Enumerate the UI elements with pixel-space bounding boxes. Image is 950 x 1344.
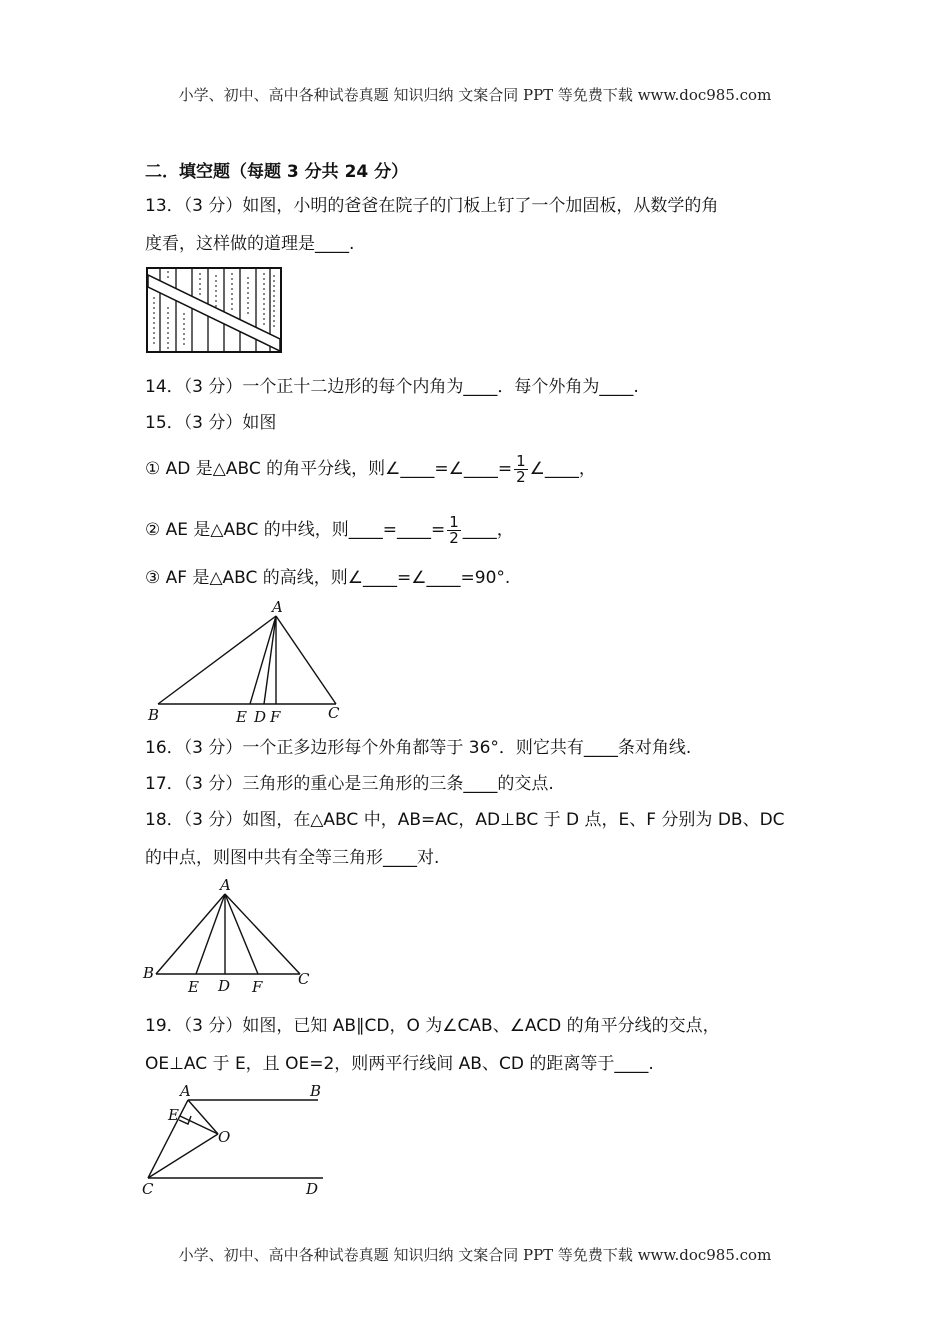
- q15-item2: [145, 512, 514, 548]
- frac-num: 1: [516, 451, 526, 470]
- fraction-half: [514, 451, 528, 486]
- label-F: F: [270, 708, 281, 726]
- label-A: A: [180, 1082, 191, 1100]
- q18-line1: 18．（3 分）如图，在△ABC 中，AB=AC，AD⊥BC 于 D 点，E、F 分别为 DB、DC: [145, 810, 785, 830]
- q19-line2: OE⊥AC 于 E，且 OE=2，则两平行线间 AB、CD 的距离等于____.: [145, 1054, 654, 1074]
- q15-item1-post: ∠____，: [529, 459, 596, 479]
- section-title: 二．填空题（每题 3 分共 24 分）: [145, 162, 409, 182]
- q18-line2: 的中点，则图中共有全等三角形____对.: [145, 848, 440, 868]
- q15-head: 15．（3 分）如图: [145, 413, 277, 433]
- q15-item1-pre: ① AD 是△ABC 的角平分线，则∠____=∠____=: [145, 459, 513, 479]
- label-E: E: [188, 978, 199, 996]
- label-C: C: [328, 704, 340, 722]
- q15-item2-post: ____，: [462, 520, 514, 540]
- label-D: D: [254, 708, 267, 726]
- frac-den: 2: [449, 528, 459, 547]
- q13-board-figure: [146, 267, 284, 355]
- q15-item3: ③ AF 是△ABC 的高线，则∠____=∠____=90°.: [145, 568, 511, 588]
- label-B: B: [310, 1082, 322, 1100]
- q17-text: 17．（3 分）三角形的重心是三角形的三条____的交点.: [145, 774, 554, 794]
- q13-line2: 度看，这样做的道理是____.: [145, 234, 355, 254]
- q15-item2-pre: ② AE 是△ABC 的中线，则____=____=: [145, 520, 446, 540]
- fraction-half: [447, 512, 461, 547]
- q18-triangle-figure: [140, 874, 320, 998]
- label-B: B: [143, 964, 155, 982]
- q13-line1: 13．（3 分）如图，小明的爸爸在院子的门板上钉了一个加固板，从数学的角: [145, 196, 719, 216]
- label-C: C: [142, 1180, 154, 1198]
- q19-line1: 19．（3 分）如图，已知 AB∥CD，O 为∠CAB、∠ACD 的角平分线的交点，: [145, 1016, 720, 1036]
- q19-parallel-figure: [138, 1082, 338, 1200]
- label-C: C: [298, 970, 310, 988]
- q16-text: 16．（3 分）一个正多边形每个外角都等于 36°．则它共有____条对角线.: [145, 738, 692, 758]
- frac-num: 1: [449, 512, 459, 531]
- page-header: 小学、初中、高中各种试卷真题 知识归纳 文案合同 PPT 等免费下载 www.doc985.com: [178, 86, 772, 104]
- label-F: F: [252, 978, 263, 996]
- label-O: O: [218, 1128, 231, 1146]
- q15-triangle-figure: [140, 598, 350, 728]
- q14-text: 14．（3 分）一个正十二边形的每个内角为____．每个外角为____.: [145, 377, 639, 397]
- label-D: D: [306, 1180, 319, 1198]
- label-B: B: [148, 706, 160, 724]
- q15-item1: [145, 451, 596, 487]
- label-D: D: [218, 977, 231, 995]
- label-A: A: [272, 598, 283, 616]
- label-A: A: [220, 876, 231, 894]
- page-footer: 小学、初中、高中各种试卷真题 知识归纳 文案合同 PPT 等免费下载 www.doc985.com: [178, 1246, 772, 1264]
- frac-den: 2: [516, 467, 526, 486]
- label-E: E: [236, 708, 247, 726]
- label-E: E: [168, 1106, 179, 1124]
